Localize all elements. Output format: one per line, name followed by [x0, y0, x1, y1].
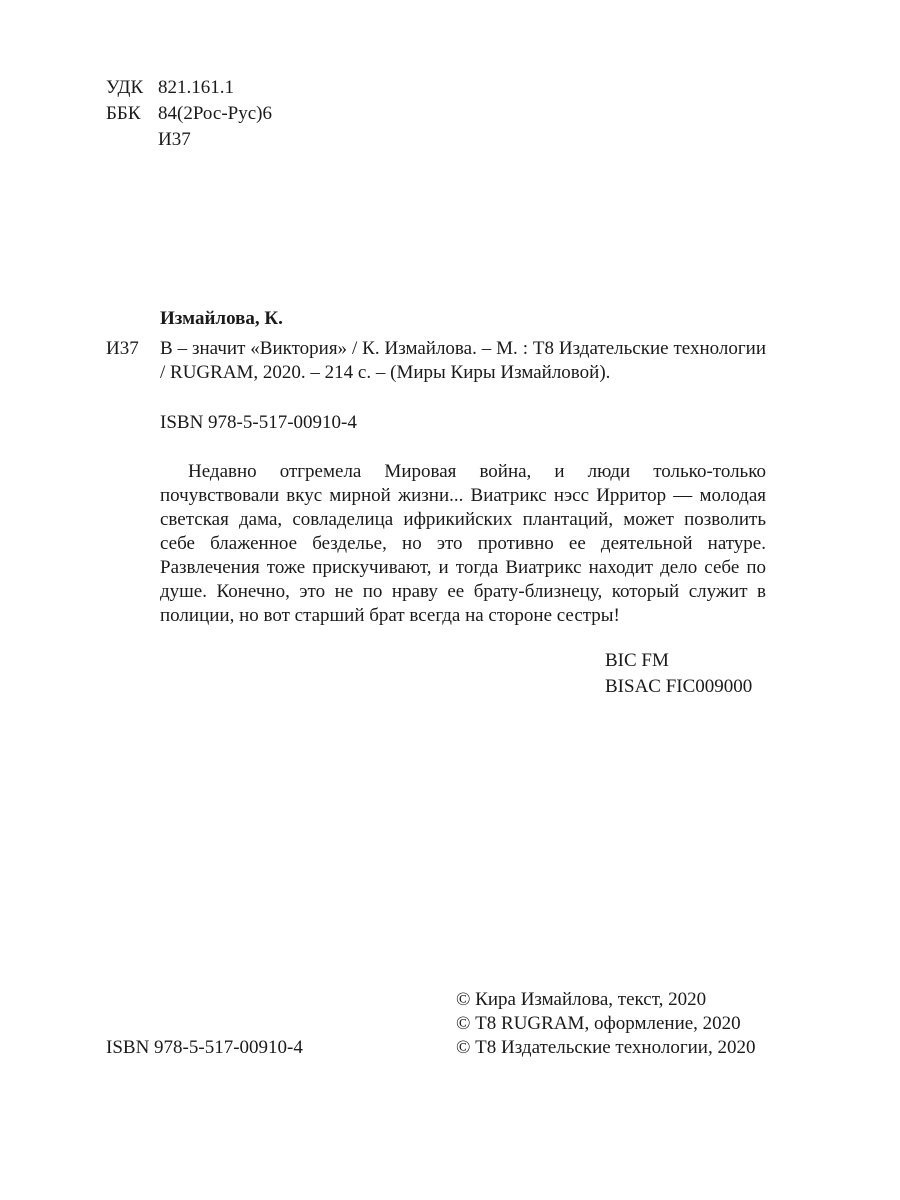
isbn-entry: ISBN 978-5-517-00910-4 [160, 412, 357, 433]
entry-code: И37 [106, 338, 139, 359]
annotation-paragraph: Недавно отгремела Мировая война, и люди только-только почувствовали вкус мирной жизни... Виатрикс нэсс Ирритор — молодая светская дама, совладелица ифрикийских плантаций, может позволить себе блаженное безделье, но это противно ее деятельной натуре. Развлечения тоже прискучивают, и тогда Виатрикс находит дело себе по душе. Конечно, это не по нраву ее брату-близнецу, который служит в полиции, но вот старший брат всегда на стороне сестры! [160, 461, 766, 626]
copyright-line: © Т8 Издательские технологии, 2020 [456, 1037, 756, 1058]
copyright-line: © Т8 RUGRAM, оформление, 2020 [456, 1013, 741, 1034]
udk-value: 821.161.1 [158, 77, 234, 98]
copyright-block [456, 988, 755, 1060]
bbk-value: 84(2Рос-Рус)6 [158, 103, 272, 124]
classification-block [106, 76, 272, 154]
entry-description: В – значит «Виктория» / К. Измайлова. – М. : Т8 Издательские технологии / RUGRAM, 2020. – 214 с. – (Миры Киры Измайловой). [160, 338, 766, 383]
author-sign: И37 [158, 129, 191, 150]
bbk-label: ББК [106, 103, 141, 124]
bic-code: BIC FM [605, 650, 669, 671]
bbk-row [106, 102, 272, 128]
copyright-line: © Кира Измайлова, текст, 2020 [456, 989, 707, 1010]
isbn-bottom: ISBN 978-5-517-00910-4 [106, 1037, 303, 1058]
udk-row [106, 76, 272, 102]
udk-label: УДК [106, 77, 144, 98]
bibliographic-entry [106, 337, 766, 385]
bisac-code: BISAC FIC009000 [605, 676, 753, 697]
author-name: Измайлова, К. [160, 308, 283, 329]
subject-codes [605, 649, 752, 701]
